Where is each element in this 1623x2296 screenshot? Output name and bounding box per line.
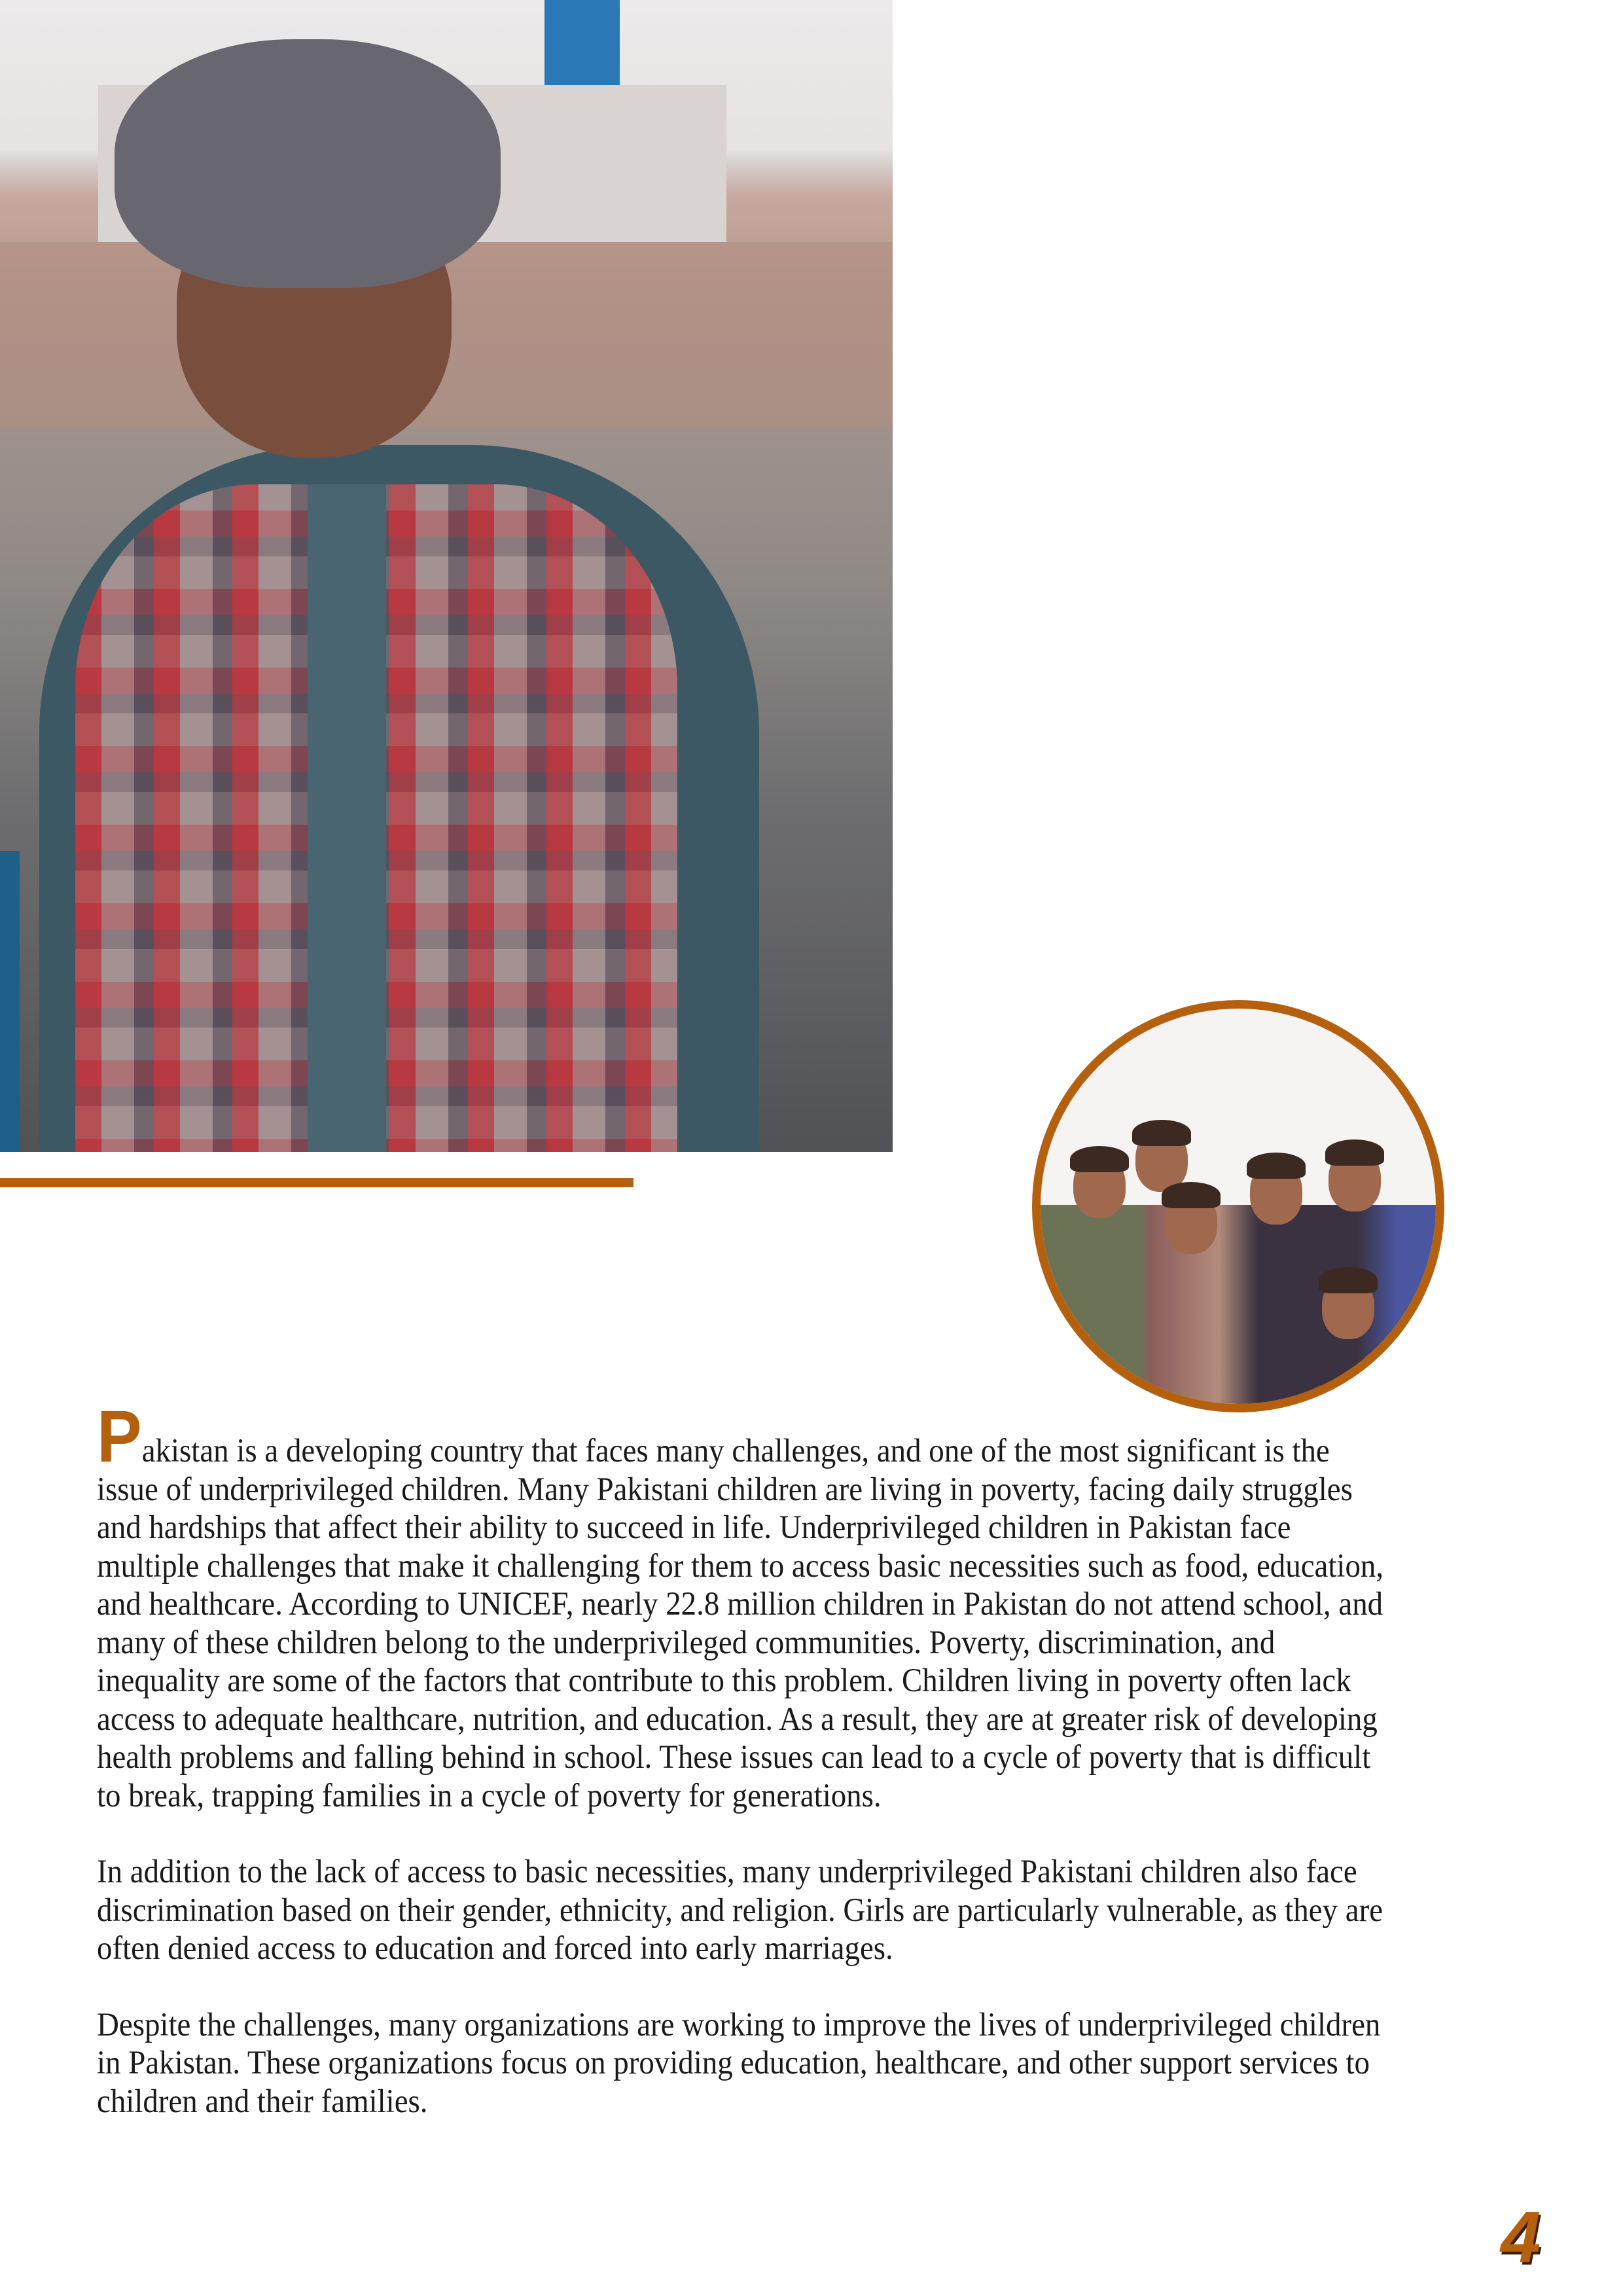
photo-children-group: [1041, 1205, 1436, 1412]
paragraph-1: [97, 1395, 1391, 1815]
photo-boy-knit-cap: [115, 39, 501, 288]
photo-edge-figure: [0, 851, 20, 1152]
paragraph-2: In addition to the lack of access to basic necessities, many underprivileged Pakistani children also face discrimination based on their gender, ethnicity, and religion. Girls are particularly vulnerable, as they are often denied access to education and forced into early marriages.: [97, 1854, 1383, 1967]
article-body: [97, 1395, 1391, 2159]
paragraph-3: Despite the challenges, many organizations are working to improve the lives of underprivileged children in Pakistan. These organizations focus on providing education, healthcare, and other support services to children and their families.: [97, 2006, 1381, 2120]
photo-child-hair: [1070, 1146, 1129, 1172]
page-number: 4: [1501, 2197, 1541, 2278]
photo-background-tower: [544, 0, 620, 85]
hero-photo-boy: [0, 0, 893, 1152]
photo-child-hair: [1325, 1139, 1384, 1166]
paragraph-1-text: akistan is a developing country that faces many challenges, and one of the most significant is the issue of underprivileged children. Many Pakistani children are living in poverty, facing daily struggles and hardships that affect their ability to succeed in life. Underprivileged children in Pakistan face multiple challenges that make it challenging for them to access basic necessities such as food, education, and healthcare. According to UNICEF, nearly 22.8 million children in Pakistan do not attend school, and many of these children belong to the underprivileged communities. Poverty, discrimination, and inequality are some of the factors that contribute to this problem. Children living in poverty often lack access to adequate healthcare, nutrition, and education. As a result, they are at greater risk of developing health problems and falling behind in school. These issues can lead to a cycle of poverty that is difficult to break, trapping families in a cycle of poverty for generations.: [97, 1433, 1384, 1814]
circle-photo-children: [1032, 1000, 1444, 1412]
photo-child-hair: [1319, 1267, 1378, 1293]
drop-cap: P: [97, 1395, 142, 1477]
photo-child-hair: [1132, 1120, 1191, 1146]
photo-boy-shirt-placket: [308, 484, 386, 1152]
accent-divider-line: [0, 1178, 633, 1187]
photo-child-hair: [1162, 1182, 1221, 1208]
photo-child-hair: [1247, 1153, 1306, 1179]
